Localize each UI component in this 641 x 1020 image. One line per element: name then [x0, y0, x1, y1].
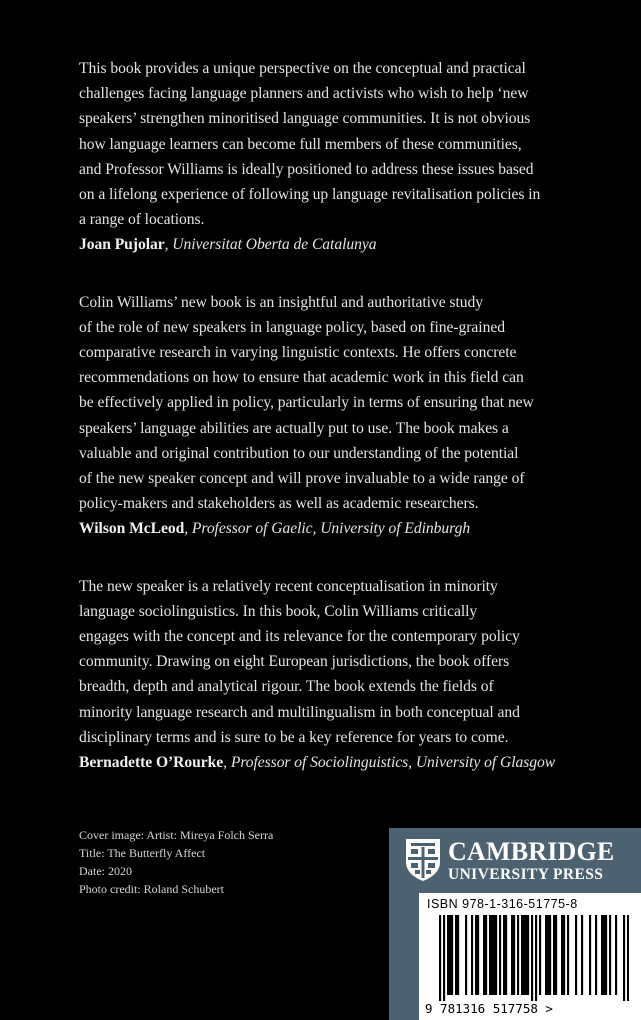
barcode-bar — [455, 915, 457, 995]
barcode-bar — [581, 915, 583, 995]
isbn-label: ISBN 978-1-316-51775-8 — [427, 897, 578, 911]
quote-line: minority language research and multilingualism in both conceptual and — [79, 703, 520, 721]
barcode-bar — [491, 915, 493, 995]
quote-line: recommendations on how to ensure that academic work in this field can — [79, 369, 524, 387]
barcode-bar — [457, 915, 459, 995]
quote-line: of the role of new speakers in language policy, based on fine-grained — [79, 318, 505, 336]
barcode-bar — [575, 915, 577, 995]
barcode-bar — [511, 915, 513, 995]
quote-line: comparative research in varying linguistic contexts. He offers concrete — [79, 344, 517, 362]
barcode-bar — [615, 915, 617, 995]
quote-line: how language learners can become full members of these communities, — [79, 135, 522, 153]
barcode-bar — [503, 915, 505, 995]
author-affiliation: , Universitat Oberta de Catalunya — [164, 236, 377, 254]
barcode-bar — [563, 915, 565, 995]
barcode-bar — [623, 915, 625, 1001]
barcode-bar — [539, 915, 541, 995]
barcode-bar — [517, 915, 519, 995]
attribution — [79, 750, 579, 775]
quote-line: community. Drawing on eight European jurisdictions, the book offers — [79, 653, 510, 671]
barcode-bar — [483, 915, 485, 995]
barcode-bar — [553, 915, 555, 995]
barcode-bar — [465, 915, 467, 995]
barcode-bar — [477, 915, 479, 995]
barcode-bar — [451, 915, 453, 995]
artwork-date: Date: 2020 — [79, 864, 132, 878]
cover-credits — [79, 826, 273, 898]
quote-line: of the new speaker concept and will prove invaluable to a wide range of — [79, 470, 525, 488]
publisher-subname: UNIVERSITY PRESS — [448, 866, 604, 883]
barcode-bar — [555, 915, 557, 995]
cover-image-credit: Cover image: Artist: Mireya Folch Serra — [79, 828, 274, 842]
barcode-bar — [447, 915, 449, 995]
author-name: Bernadette O’Rourke — [79, 754, 224, 772]
quote-line: Colin Williams’ new book is an insightful and authoritative study — [79, 293, 483, 311]
publisher-panel — [389, 828, 641, 1020]
barcode-bar — [499, 915, 501, 995]
barcode-bar — [567, 915, 569, 995]
barcode-bar — [513, 915, 515, 995]
author-affiliation: , Professor of Sociolinguistics, University of Glasgow — [223, 754, 556, 772]
author-name: Joan Pujolar — [79, 236, 165, 254]
publisher-name: CAMBRIDGE — [448, 837, 615, 866]
barcode-bar — [475, 915, 477, 995]
quote-line: speakers’ strengthen minoritised language communities. It is not obvious — [79, 110, 531, 128]
quote-line: policy-makers and stakeholders as well as academic researchers. — [79, 495, 479, 513]
quote-line: a range of locations. — [79, 211, 205, 229]
quote-line: engages with the concept and its relevance for the contemporary policy — [79, 628, 520, 646]
barcode-bar — [525, 915, 527, 995]
barcode-bar — [485, 915, 487, 995]
quote-line: valuable and original contribution to our understanding of the potential — [79, 444, 519, 462]
barcode-bar — [549, 915, 551, 995]
barcode-bar — [449, 915, 451, 995]
quote-line: breadth, depth and analytical rigour. The book extends the fields of — [79, 678, 494, 696]
artwork-title: Title: The Butterfly Affect — [79, 846, 206, 860]
barcode-bar — [439, 915, 441, 1001]
cambridge-shield-icon — [405, 838, 441, 887]
quote-line: language sociolinguistics. In this book, Colin Williams critically — [79, 602, 478, 620]
endorsement-2 — [79, 290, 579, 542]
barcode-bar — [609, 915, 611, 995]
attribution — [79, 232, 579, 257]
endorsements — [79, 56, 579, 807]
barcode-bar — [471, 915, 473, 995]
barcode-bar — [561, 915, 563, 995]
quote-line: speakers’ language abilities are actually put to use. The book makes a — [79, 419, 509, 437]
barcode-digits: 9 781316 517758 > — [425, 1001, 553, 1016]
barcode-bar — [545, 915, 547, 995]
barcode-bar — [627, 915, 629, 1001]
quote-line: disciplinary terms and is sure to be a key reference for years to come. — [79, 728, 509, 746]
barcode-bar — [535, 915, 537, 1001]
barcode — [439, 915, 629, 1001]
author-name: Wilson McLeod — [79, 520, 185, 538]
barcode-bar — [443, 915, 445, 1001]
barcode-bar — [531, 915, 533, 1001]
barcode-bar — [495, 915, 497, 995]
barcode-bar — [523, 915, 525, 995]
barcode-bar — [605, 915, 607, 995]
barcode-bar — [547, 915, 549, 995]
barcode-bar — [601, 915, 603, 995]
quote-line: and Professor Williams is ideally positioned to address these issues based — [79, 160, 534, 178]
barcode-bar — [493, 915, 495, 995]
quote-line: The new speaker is a relatively recent conceptualisation in minority — [79, 577, 498, 595]
barcode-bar — [589, 915, 591, 995]
endorsement-1 — [79, 56, 579, 258]
quote-line: challenges facing language planners and activists who wish to help ‘new — [79, 85, 529, 103]
barcode-area — [419, 893, 641, 1020]
author-affiliation: , Professor of Gaelic, University of Edinburgh — [184, 520, 471, 538]
barcode-bar — [527, 915, 529, 995]
barcode-bar — [521, 915, 523, 995]
barcode-bar — [595, 915, 597, 995]
barcode-bar — [603, 915, 605, 995]
quote-line: on a lifelong experience of following up language revitalisation policies in — [79, 186, 541, 204]
barcode-bar — [489, 915, 491, 995]
quote-line: be effectively applied in policy, particularly in terms of ensuring that new — [79, 394, 534, 412]
barcode-bar — [505, 915, 507, 995]
attribution — [79, 516, 579, 541]
quote-line: This book provides a unique perspective on the conceptual and practical — [79, 60, 526, 77]
photo-credit: Photo credit: Roland Schubert — [79, 882, 224, 896]
endorsement-3 — [79, 574, 579, 776]
